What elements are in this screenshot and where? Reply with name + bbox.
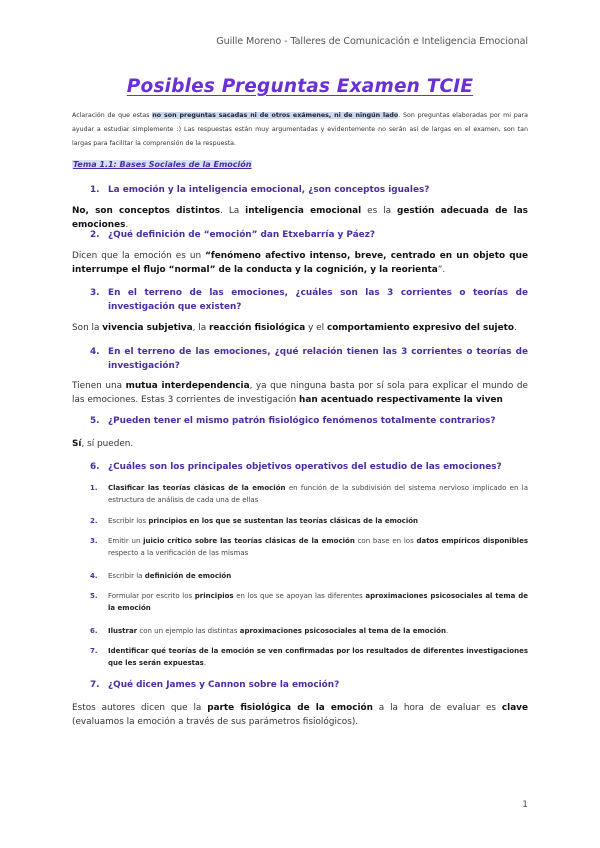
objective-2: 2. Escribir los principios en los que se sustentan las teorías clásicas de la emoción	[90, 517, 419, 525]
question-6: 6. ¿Cuáles son los principales objetivos operativos del estudio de las emociones?	[90, 462, 502, 472]
objective-3: 3. Emitir un juicio crítico sobre las teorías clásicas de la emoción con base en los datos empíricos disponibles respecto a la verificación de las mismas	[90, 537, 528, 557]
page-title: Posibles Preguntas Examen TCIE	[126, 76, 474, 97]
objective-7: 7. Identificar qué teorías de la emoción se ven confirmadas por los resultados de diferentes investigaciones que les serán expuestas.	[90, 647, 528, 667]
answer-2: Dicen que la emoción es un “fenómeno afectivo intenso, breve, centrado en un objeto que interrumpe el flujo “normal” de la conducta y la cognición, y la reorienta”.	[72, 251, 528, 275]
section-heading: Tema 1.1: Bases Sociales de la Emoción	[73, 160, 252, 169]
answer-7: Estos autores dicen que la parte fisiológica de la emoción a la hora de evaluar es clave (evaluamos la emoción a través de sus parámetros fisiológicos).	[72, 703, 528, 727]
question-4: 4. En el terreno de las emociones, ¿qué relación tienen las 3 corrientes o teorías de investigación?	[90, 347, 528, 371]
question-3: 3. En el terreno de las emociones, ¿cuáles son las 3 corrientes o teorías de investigación que existen?	[90, 288, 528, 312]
objective-4: 4. Escribir la definición de emoción	[90, 572, 232, 580]
answer-3: Son la vivencia subjetiva, la reacción fisiológica y el comportamiento expresivo del sujeto.	[72, 323, 517, 333]
answer-4: Tienen una mutua interdependencia, ya que ninguna basta por sí sola para explicar el mundo de las emociones. Estas 3 corrientes de investigación han acentuado respectivamente la viven	[72, 381, 528, 405]
question-7: 7. ¿Qué dicen James y Cannon sobre la emoción?	[90, 680, 340, 690]
objective-6: 6. Ilustrar con un ejemplo las distintas aproximaciones psicosociales al tema de la emoción.	[90, 627, 449, 635]
intro-paragraph: Aclaración de que estas no son preguntas sacadas ni de otros exámenes, ni de ningún lado. Son preguntas elaboradas por mi para ayudar a estudiar simplemente :) Las respuestas están muy argumentadas y evidentemente no serán así de largas en el examen, son tan largas para facilitar la comprensión de la respuesta.	[72, 112, 529, 147]
objective-1: 1. Clasificar las teorías clásicas de la emoción en función de la subdivisión del sistema nervioso implicado en la estructura de análisis de cada una de ellas	[90, 484, 528, 504]
question-2: 2. ¿Qué definición de “emoción” dan Etxebarría y Páez?	[90, 230, 376, 240]
answer-5: Sí, sí pueden.	[72, 439, 134, 449]
page-number: 1	[522, 800, 528, 810]
question-5: 5. ¿Pueden tener el mismo patrón fisiológico fenómenos totalmente contrarios?	[90, 416, 496, 426]
objective-5: 5. Formular por escrito los principios en los que se apoyan las diferentes aproximaciones psicosociales al tema de la emoción	[90, 592, 528, 612]
running-header: Guille Moreno - Talleres de Comunicación e Inteligencia Emocional	[216, 36, 528, 47]
answer-1: No, son conceptos distintos. La inteligencia emocional es la gestión adecuada de las emociones.	[72, 206, 528, 230]
question-1: 1. La emoción y la inteligencia emocional, ¿son conceptos iguales?	[90, 185, 430, 195]
highlighted-text: no son preguntas sacadas ni de otros exámenes, ni de ningún lado	[152, 112, 399, 119]
